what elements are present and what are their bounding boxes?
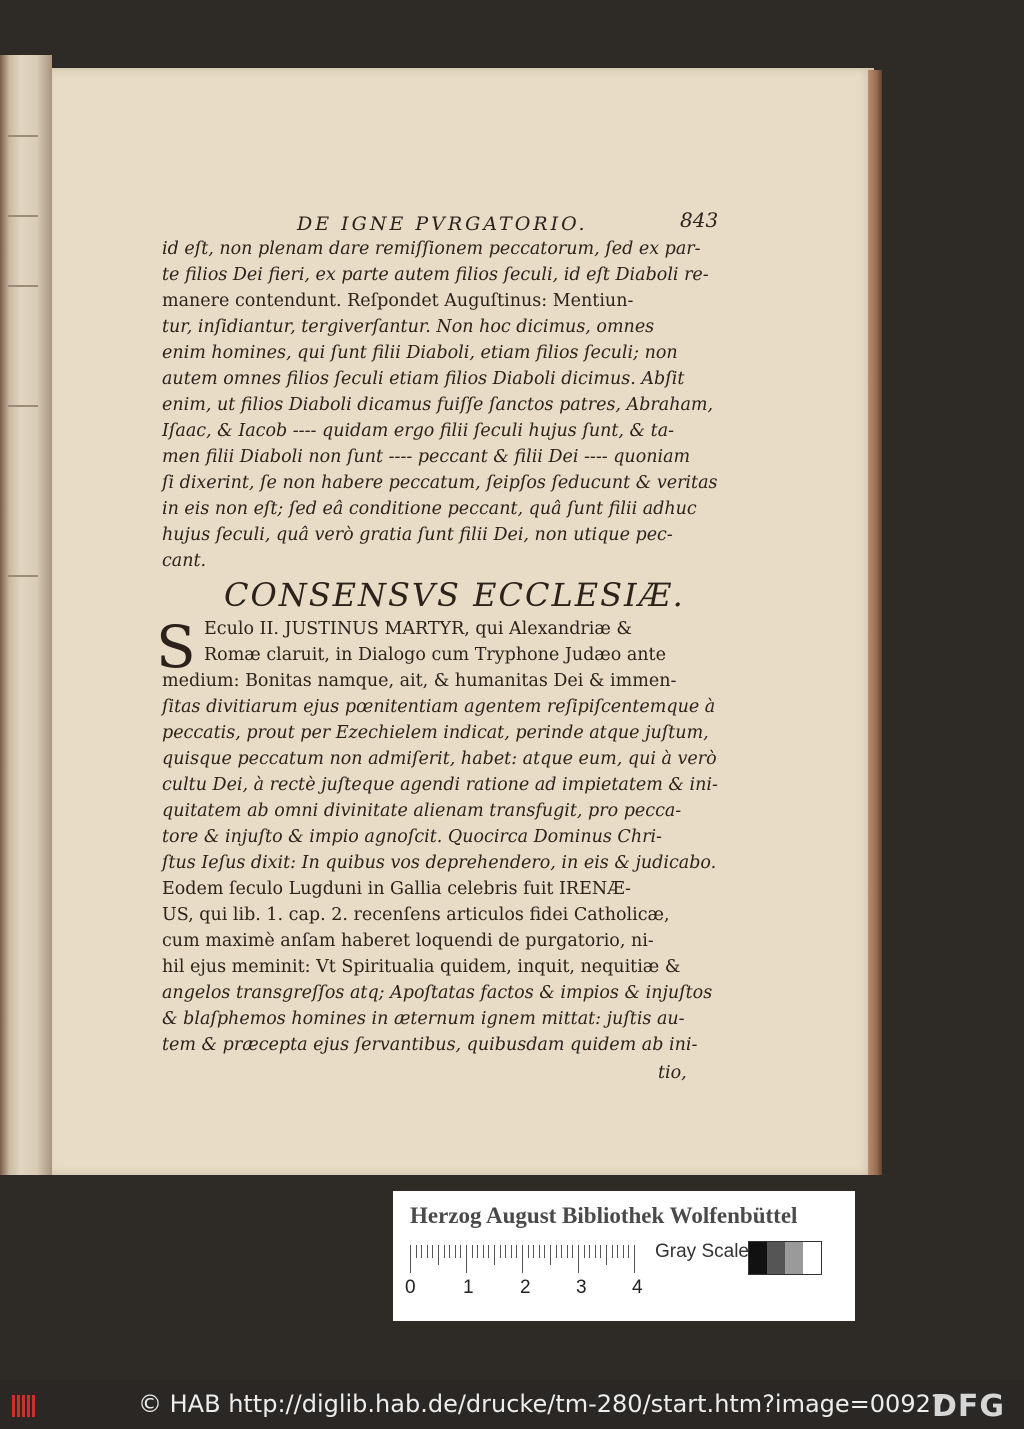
ruler-tick	[539, 1245, 540, 1258]
text-line: tore & injuſto & impio agnoſcit. Quocirca Dominus Chri-	[162, 827, 662, 847]
text-line: ſtus Ieſus dixit: In quibus vos deprehendero, in eis & judicabo.	[162, 853, 717, 873]
ruler-tick	[556, 1245, 557, 1258]
text-line: enim, ut filios Diaboli dicamus fuiſſe ſanctos patres, Abraham,	[162, 395, 714, 415]
ruler-tick	[606, 1245, 607, 1265]
ruler-tick	[516, 1245, 517, 1258]
ruler-tick	[550, 1245, 551, 1265]
ruler-tick	[572, 1245, 573, 1258]
ruler-tick	[567, 1245, 568, 1258]
ruler-tick	[494, 1245, 495, 1265]
ruler-tick	[477, 1245, 478, 1258]
text-line: quitatem ab omni divinitate alienam transfugit, pro pecca-	[162, 801, 682, 821]
swatch	[767, 1242, 785, 1274]
catchword: tio,	[658, 1063, 687, 1083]
running-head: DE IGNE PVRGATORIO.	[297, 213, 588, 235]
ruler-tick	[438, 1245, 439, 1265]
text-line: enim homines, qui ſunt filii Diaboli, etiam filios ſeculi; non	[162, 343, 678, 363]
text-line: id eſt, non plenam dare remiſſionem peccatorum, ſed ex par-	[162, 239, 701, 259]
text-line: ſi dixerint, ſe non habere peccatum, ſeipſos ſeducunt & veritas	[162, 473, 718, 493]
text-line: angelos transgreſſos atq; Apoſtatas factos & impios & injuſtos	[162, 983, 713, 1003]
ruler-tick	[432, 1245, 433, 1258]
ruler-tick	[589, 1245, 590, 1258]
text-line: Eculo II. JUSTINUS MARTYR, qui Alexandriæ &	[204, 619, 632, 639]
text-line: men filii Diaboli non ſunt ---- peccant & filii Dei ---- quoniam	[162, 447, 691, 467]
ruler-tick	[544, 1245, 545, 1258]
ruler-tick	[500, 1245, 501, 1258]
text-line: Romæ claruit, in Dialogo cum Tryphone Judæo ante	[204, 645, 666, 665]
ruler-tick	[600, 1245, 601, 1258]
ruler-tick	[628, 1245, 629, 1258]
page-number: 843	[680, 208, 719, 232]
grayscale-label: Gray Scale	[655, 1241, 749, 1262]
ruler-tick	[427, 1245, 428, 1258]
ruler-tick	[416, 1245, 417, 1258]
ruler-tick	[595, 1245, 596, 1258]
text-line: hujus ſeculi, quâ verò gratia ſunt filii Dei, non utique pec-	[162, 525, 673, 545]
ruler-number: 0	[405, 1277, 416, 1298]
ruler-tick	[533, 1245, 534, 1258]
ruler-tick	[623, 1245, 624, 1258]
ruler-tick	[578, 1245, 579, 1273]
text-line: tem & præcepta ejus ſervantibus, quibusdam quidem ab ini-	[162, 1035, 698, 1055]
library-color-card	[393, 1191, 855, 1321]
ruler-tick	[505, 1245, 506, 1258]
text-line: hil ejus meminit: Vt Spiritualia quidem, inquit, nequitiæ &	[162, 957, 681, 977]
footer-bar	[0, 1385, 1024, 1429]
text-line: cant.	[162, 551, 207, 571]
previous-pages-edge	[0, 55, 52, 1175]
ruler-tick	[561, 1245, 562, 1258]
swatch	[785, 1242, 803, 1274]
ruler-tick	[528, 1245, 529, 1258]
ruler-tick	[472, 1245, 473, 1258]
ruler-tick	[488, 1245, 489, 1258]
ruler-number: 1	[463, 1277, 474, 1298]
ruler-tick	[455, 1245, 456, 1258]
page-edge	[868, 70, 882, 1175]
ruler-tick	[634, 1245, 635, 1273]
swatch	[803, 1242, 821, 1274]
scale-ruler	[410, 1245, 640, 1273]
source-url-link[interactable]: © HAB http://diglib.hab.de/drucke/tm-280/start.htm?image=00927	[138, 1390, 947, 1418]
ruler-tick	[466, 1245, 467, 1273]
ruler-tick	[617, 1245, 618, 1258]
ruler-tick	[483, 1245, 484, 1258]
text-line: ſitas divitiarum ejus pœnitentiam agentem reſipiſcentemque à	[162, 697, 716, 717]
grayscale-swatches	[748, 1241, 822, 1275]
text-line: Eodem ſeculo Lugduni in Gallia celebris fuit IRENÆ-	[162, 879, 631, 899]
library-name: Herzog August Bibliothek Wolfenbüttel	[410, 1203, 798, 1228]
ruler-number: 3	[576, 1277, 587, 1298]
drop-cap: S	[156, 613, 196, 681]
ruler-tick	[511, 1245, 512, 1258]
ruler-tick	[421, 1245, 422, 1258]
text-line: Iſaac, & Iacob ---- quidam ergo filii ſeculi hujus ſunt, & ta-	[162, 421, 675, 441]
text-line: autem omnes filios ſeculi etiam filios Diaboli dicimus. Abſit	[162, 369, 685, 389]
text-line: te filios Dei fieri, ex parte autem filios ſeculi, id eſt Diaboli re-	[162, 265, 709, 285]
dfg-logo[interactable]: DFG	[932, 1389, 1006, 1424]
text-line: quisque peccatum non admiſerit, habet: atque eum, qui à verò	[162, 749, 717, 769]
text-line: & blaſphemos homines in æternum ignem mittat: juſtis au-	[162, 1009, 685, 1029]
section-heading: CONSENSVS ECCLESIÆ.	[224, 576, 685, 614]
book-page	[52, 68, 874, 1175]
ruler-number: 2	[520, 1277, 531, 1298]
text-line: manere contendunt. Reſpondet Auguſtinus: Mentiun-	[162, 291, 634, 311]
text-line: cum maximè anſam haberet loquendi de purgatorio, ni-	[162, 931, 654, 951]
ruler-tick	[410, 1245, 411, 1273]
text-line: cultu Dei, à rectè juſteque agendi ratione ad impietatem & ini-	[162, 775, 718, 795]
ruler-tick	[449, 1245, 450, 1258]
text-line: tur, inſidiantur, tergiverſantur. Non hoc dicimus, omnes	[162, 317, 655, 337]
ruler-tick	[612, 1245, 613, 1258]
ruler-tick	[584, 1245, 585, 1258]
text-line: in eis non eſt; ſed eâ conditione peccant, quâ ſunt filii adhuc	[162, 499, 697, 519]
ruler-number: 4	[632, 1277, 643, 1298]
hab-logo-icon[interactable]	[12, 1391, 38, 1419]
ruler-tick	[460, 1245, 461, 1258]
text-line: peccatis, prout per Ezechielem indicat, perinde atque juſtum,	[162, 723, 709, 743]
ruler-tick	[444, 1245, 445, 1258]
swatch	[749, 1242, 767, 1274]
text-line: medium: Bonitas namque, ait, & humanitas Dei & immen-	[162, 671, 677, 691]
ruler-tick	[522, 1245, 523, 1273]
text-line: US, qui lib. 1. cap. 2. recenſens articulos fidei Catholicæ,	[162, 905, 670, 925]
